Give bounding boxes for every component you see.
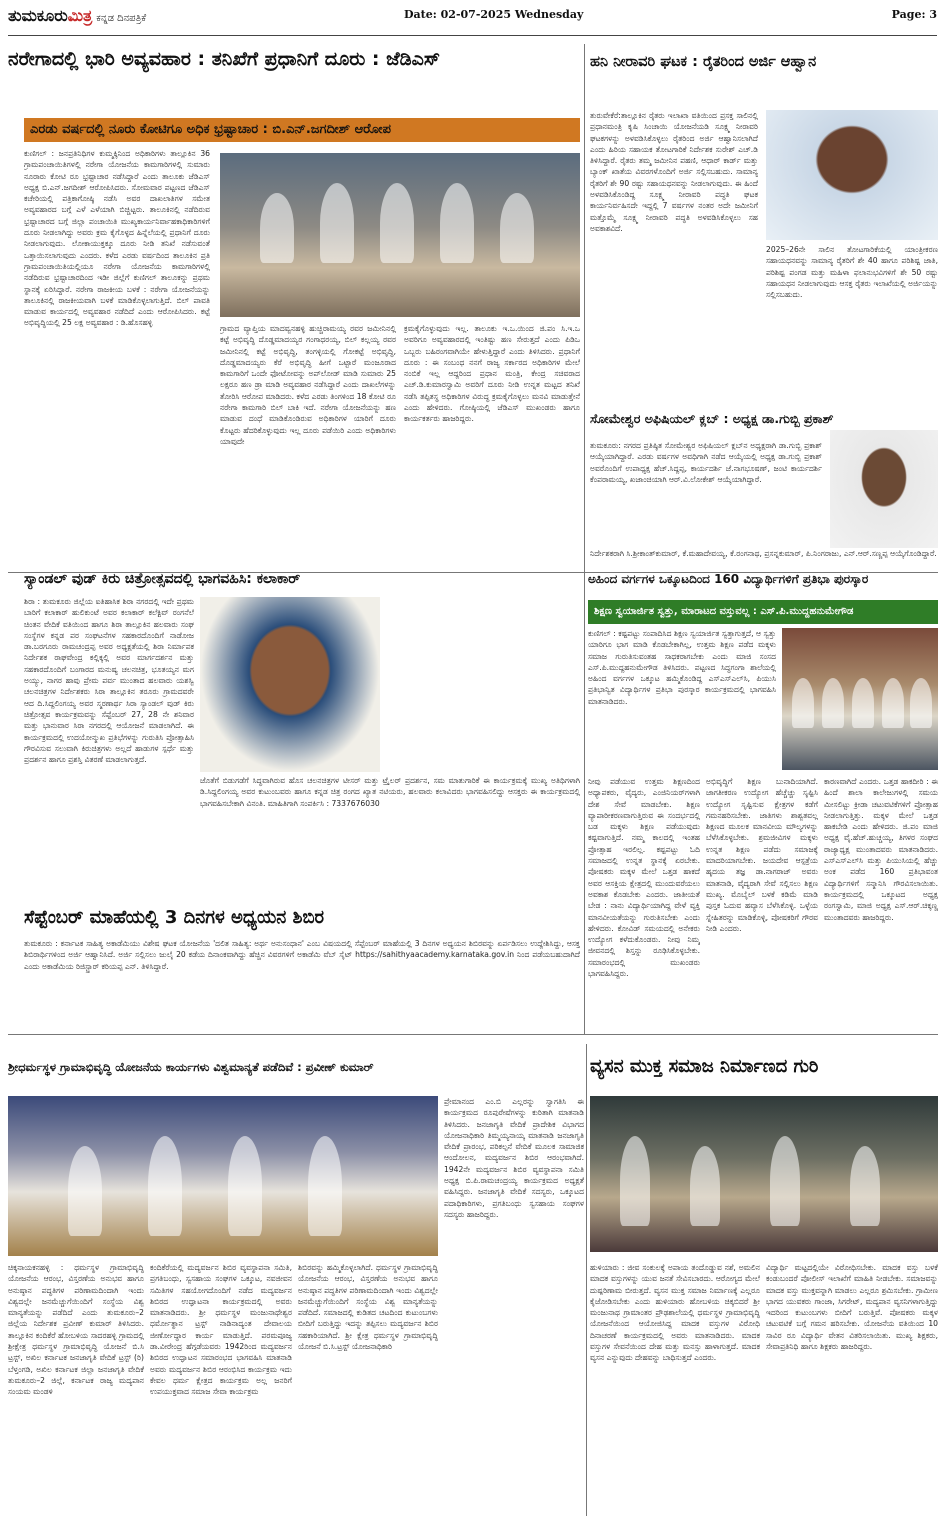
article-6-col-top: ಕುಣಿಗಲ್ : ಕಷ್ಟಪಟ್ಟು ಸಂಪಾದಿಸಿದ ಶಿಕ್ಷಣ ಸ್ವಯಾರ್ಜಿತ ಸ್ವತ್ತಾಗುತ್ತದೆ, ಆ ಸ್ವತ್ತು ಯಾರಿಗೂ ಭಾಗ ಮಾಡಿ ಕೊಡಬೇಕಾಗಿಲ್ಲ, ಉತ್ತಮ ಶಿಕ್ಷಣ ಪಡೆದ ಮಕ್ಕಳು ಸಮಾಜ ಗುರುತಿಸುವಂತಹ ಸಾಧಕರಾಗಬೇಕು ಎಂದು ಮಾಜಿ ಸಂಸದ ಎಸ್.ಪಿ.ಮುದ್ದಹನುಮೇಗೌಡ ತಿಳಿಸಿದರು. ಪಟ್ಟಣದ ಸಿದ್ಧಗಂಗಾ ಶಾಲೆಯಲ್ಲಿ ಅಹಿಂದ ವರ್ಗಗಳ ಒಕ್ಕೂಟ ಹಮ್ಮಿಕೊಂಡಿದ್ದ ಎಸ್ಎಸ್ಎಲ್‌ಸಿ, ಪಿಯುಸಿ ಪ್ರತಿಭಾನ್ವಿತ ವಿದ್ಯಾರ್ಥಿಗಳ ಪ್ರತಿಭಾ ಪುರಸ್ಕಾರ ಕಾರ್ಯಕ್ರಮದಲ್ಲಿ ಭಾಗವಹಿಸಿ ಮಾತನಾಡಿದರು. xyxy=(588,629,776,706)
article-7-col-2: ಕಂದಿಕೆರೆಯಲ್ಲಿ ಮದ್ಯವರ್ಜನ ಶಿಬಿರ ವ್ಯವಸ್ಥಾಪನಾ ಸಮಿತಿ, ಪ್ರಗತಿಬಂಧು, ಸ್ವಸಹಾಯ ಸಂಘಗಳ ಒಕ್ಕೂಟ, ನವಜೀವನ ಸಮಿತಿಗಳ ಸಹಯೋಗದೊಂದಿಗೆ ನಡೆದ ಮದ್ಯವರ್ಜನ ಶಿಬಿರದ ಉದ್ಘಾಟನಾ ಕಾರ್ಯಕ್ರಮದಲ್ಲಿ ಅವರು ಮಾತನಾಡಿದರು. ಶ್ರೀ ಧರ್ಮಸ್ಥಳ ಮಂಜುನಾಥೇಶ್ವರ ಧರ್ಮೋತ್ಥಾನ ಟ್ರಸ್ಟ್ ನಾಡಿನಾದ್ಯಂತ ದೇವಾಲಯ ಜೀರ್ಣೋದ್ಧಾರ ಕಾರ್ಯ ಮಾಡುತ್ತಿದೆ. ಪರಮಪೂಜ್ಯ ಡಾ.ವೀರೇಂದ್ರ ಹೆಗ್ಗಡೆಯವರು 1942ರಿಂದ ಮದ್ಯವರ್ಜನ ಶಿಬಿರದ ಉದ್ಘಾಟನ ಸಮಾರಂಭದ ಭಾಗವಹಿಸಿ ಮಾತನಾಡಿ ಅವರು ಮದ್ಯವರ್ಜನ ಶಿಬಿರ ಆರಂಭಿಸಿದ ಕಾರ್ಯಕ್ರಮ ಇದು ಕೇವಲ ಧರ್ಮ ಕ್ಷೇತ್ರದ ಕಾರ್ಯಕ್ರಮ ಅಲ್ಲ ಜನರಿಗೆ ಉಪಯುಕ್ತವಾದ ಸಮಾಜ ಸೇವಾ ಕಾರ್ಯಕ್ರಮ xyxy=(150,1263,292,1397)
article-6-col-1: ನೀವು ಪಡೆಯುವ ಉತ್ತಮ ಶಿಕ್ಷಣದಿಂದ ಅಧ್ಯಾಪಕರು, ವೈದ್ಯರು, ಎಂಜಿನಿಯರ್‌ಗಳಾಗಿ ದೇಶ ಸೇವೆ ಮಾಡಬೇಕು. ಶಿಕ್ಷಣ ವ್ಯಾಪಾರೀಕರಣವಾಗುತ್ತಿರುವ ಈ ಸಂದರ್ಭದಲ್ಲಿ ಬಡ ಮಕ್ಕಳು ಶಿಕ್ಷಣ ಪಡೆಯುವುದು ಕಷ್ಟವಾಗುತ್ತಿದೆ. ನಮ್ಮ ಕಾಲದಲ್ಲಿ ಇಂತಹ ಪ್ರೋತ್ಸಾಹ ಇರಲಿಲ್ಲ. ಕಷ್ಟಪಟ್ಟು ಓದಿ ಸಮಾಜದಲ್ಲಿ ಉನ್ನತ ಸ್ಥಾನಕ್ಕೆ ಏರಬೇಕು. ಪೋಷಕರು ಮಕ್ಕಳ ಮೇಲೆ ಒತ್ತಡ ಹಾಕದೆ ಅವರ ಆಸಕ್ತಿಯ ಕ್ಷೇತ್ರದಲ್ಲಿ ಮುಂದುವರೆಯಲು ಅವಕಾಶ ಕೊಡಬೇಕು ಎಂದರು. ಜಾತೀಯತೆ ಬೇಡ : ನಾನು ವಿದ್ಯಾರ್ಥಿಯಾಗಿದ್ದ ವೇಳೆ ವ್ಯಕ್ತಿ ಮಾನವೀಯತೆಯನ್ನು ಗುರುತಿಸಬೇಕು ಎಂದು ಹೇಳಿದರು. ಕೋವಿಡ್ ಸಮಯದಲ್ಲಿ ಅನೇಕರು ಉದ್ಯೋಗ ಕಳೆದುಕೊಂಡರು. ನೀವು ನಿಮ್ಮ ಜೀವನದಲ್ಲಿ ಶಿಸ್ತನ್ನು ರೂಢಿಸಿಕೊಳ್ಳಬೇಕು. ಸಮಾರಂಭದಲ್ಲಿ ಮುಖಂಡರು ಭಾಗವಹಿಸಿದ್ದರು. xyxy=(588,777,700,979)
article-1-col-3: ಕ್ರಮಕೈಗೊಳ್ಳುವುದು ಇಲ್ಲ. ತಾಲೂಕು ಇ.ಒ.ಯಿಂದ ಜಿ.ಪಂ ಸಿ.ಇ.ಒ ಅವರಿಗೂ ಅವ್ಯವಹಾರದಲ್ಲಿ ಇಂತಿಷ್ಟು ಹಣ ಸೇರುತ್ತದೆ ಎಂದು ಪಿಡಿಒ ಒಬ್ಬರು ಬಹಿರಂಗವಾಗಿಯೇ ಹೇಳುತ್ತಿದ್ದಾರೆ ಎಂದು ತಿಳಿಸಿದರು. ಪ್ರಧಾನಿಗೆ ದೂರು : ಈ ಸಂಬಂಧ ನನಗೆ ರಾಜ್ಯ ಸರ್ಕಾರದ ಅಧಿಕಾರಿಗಳ ಮೇಲೆ ನಂಬಿಕೆ ಇಲ್ಲ ಆದ್ದರಿಂದ ಪ್ರಧಾನ ಮಂತ್ರಿ, ಕೇಂದ್ರ ಸಚಿವರಾದ ಎಚ್.ಡಿ.ಕುಮಾರಸ್ವಾಮಿ ಅವರಿಗೆ ದೂರು ನೀಡಿ ಉನ್ನತ ಮಟ್ಟದ ತನಿಖೆ ನಡೆಸಿ ತಪ್ಪಿತಸ್ಥ ಅಧಿಕಾರಿಗಳ ವಿರುದ್ಧ ಕ್ರಮಕೈಗೊಳ್ಳಲು ಮನವಿ ಮಾಡುತ್ತೇನೆ ಎಂದು ಹೇಳಿದರು. ಗೋಷ್ಠಿಯಲ್ಲಿ ಜೆಡಿಎಸ್ ಮುಖಂಡರು ಹಾಗೂ ಕಾರ್ಯಕರ್ತರು ಹಾಜರಿದ್ದರು. xyxy=(404,324,580,424)
article-1-col-1: ಕುಣಿಗಲ್ : ಜನಪ್ರತಿನಿಧಿಗಳ ಕುಮ್ಮಕ್ಕಿನಿಂದ ಅಧಿಕಾರಿಗಳು ತಾಲ್ಲೂಕಿನ 36 ಗ್ರಾಮಪಂಚಾಯಿತಿಗಳಲ್ಲಿ ನರೇಗಾ ಯೋಜನೆಯ ಕಾಮಗಾರಿಗಳಲ್ಲಿ ಸುಮಾರು ನೂರಾರು ಕೋಟಿ ರೂ ಭ್ರಷ್ಟಾಚಾರ ನಡೆಸಿದ್ದಾರೆ ಎಂದು ತಾಲೂಕು ಜೆಡಿಎಸ್ ಅಧ್ಯಕ್ಷ ಬಿ.ಎನ್.ಜಗದೀಶ್ ಆರೋಪಿಸಿದರು. ಸೋಮವಾರ ಪಟ್ಟಣದ ಜೆಡಿಎಸ್ ಕಚೇರಿಯಲ್ಲಿ ಪತ್ರಿಕಾಗೋಷ್ಠಿ ನಡೆಸಿ ಅವರ ದಾಖಲಾತಿಗಳ ಸಮೇತ ಅವ್ಯವಹಾರದ ಬಗ್ಗೆ ಎಳೆ ಎಳೆಯಾಗಿ ಬಿಚ್ಚಿಟ್ಟರು. ತಾಲೂಕಿನಲ್ಲಿ ನಡೆದಿರುವ ಭ್ರಷ್ಟಾಚಾರದ ಬಗ್ಗೆ ಜಿಲ್ಲಾ ಪಂಚಾಯಿತಿ ಮುಖ್ಯಕಾರ್ಯನಿರ್ವಾಹಕಾಧಿಕಾರಿಗಳಿಗೆ ದೂರು ನೀಡಲಾಗಿದ್ದು ಅವರು ಕ್ರಮ ಕೈಗೊಳ್ಳದ ಹಿನ್ನೆಲೆಯಲ್ಲಿ ಪ್ರಧಾನಿಗೆ ದೂರು ನೀಡಲಾಗುವುದು. ಲೋಕಾಯುಕ್ತಕ್ಕೂ ದೂರು ನೀಡಿ ತನಿಖೆ ನಡೆಸುವಂತೆ ಒತ್ತಾಯಿಸಲಾಗುವುದು ಎಂದರು. ಕಳೆದ ಎರಡು ವರ್ಷದಿಂದ ತಾಲೂಕಿನ ಪ್ರತಿ ಗ್ರಾಮಪಂಚಾಯಿತಿಯಲ್ಲಿಯೂ ನರೇಗಾ ಯೋಜನೆಯ ಕಾಮಗಾರಿಗಳಲ್ಲಿ ನಡೆದಿರುವ ಭ್ರಷ್ಟಾಚಾರದಿಂದ ಇಡೀ ಜಿಲ್ಲೆಗೆ ಕುಣಿಗಲ್ ತಾಲೂಕನ್ನು ಪ್ರಥಮ ಸ್ಥಾನಕ್ಕೆ ಏರಿಸಿದ್ದಾರೆ. ನರೇಗಾ ರಾಜಕೀಯ ಬಳಕೆ : ನರೇಗಾ ಯೋಜನೆಯನ್ನು ತಾಲೂಕಿನಲ್ಲಿ ರಾಜಕೀಯವಾಗಿ ಬಳಕೆ ಮಾಡಿಕೊಳ್ಳಲಾಗುತ್ತಿದೆ. ಬಿಲ್ ಪಾವತಿ ಮಾಡುವ ಕಾರ್ಯದಲ್ಲಿ ಅವ್ಯವಹಾರ ನಡೆದಿದೆ ಎಂದು ಆರೋಪಿಸಿದರು. ಕಟ್ಟೆ ಅಭಿವೃದ್ಧಿಯಲ್ಲಿ 25 ಲಕ್ಷ ಅವ್ಯವಹಾರ : ಡಿ.ಹೊಸಹಳ್ಳಿ xyxy=(24,149,210,328)
article-3-portrait xyxy=(830,430,938,548)
logo-left-text: ತುಮಕೂರು xyxy=(8,6,68,25)
article-3-body-wide: ನಿರ್ದೇಶಕರಾಗಿ ಸಿ.ಶ್ರೀಕಾಂತ್‌ಕುಮಾರ್, ಕೆ.ಮಹಾದೇವಯ್ಯ, ಕೆ.ರಂಗನಾಥ, ಪ್ರಸನ್ನಕುಮಾರ್, ಪಿ.ನಿಂಗರಾಜು, ಎನ್.ಆರ್.ಸಣ್ಣಪ್ಪ ಆಯ್ಕೆಗೊಂಡಿದ್ದಾರೆ. xyxy=(590,549,937,558)
article-8-headline: ವ್ಯಸನ ಮುಕ್ತ ಸಮಾಜ ನಿರ್ಮಾಣದ ಗುರಿ xyxy=(590,1056,819,1077)
article-4-body-left: ಶಿರಾ : ತುಮಕೂರು ಜಿಲ್ಲೆಯ ಐತಿಹಾಸಿಕ ಶಿರಾ ನಗರದಲ್ಲಿ ಇದೇ ಪ್ರಥಮ ಬಾರಿಗೆ ಕಲಾಕಾರ್ ಹುಲಿಕುಂಟೆ ಅವರ ಕಲಾಕಾರ್ ಕಲೆಕ್ಟಿವ್ ರಂಗನೆಲೆ ಚಿಂತನ ವೇದಿಕೆ ವತಿಯಿಂದ ಹಾಗೂ ಶಿರಾ ತಾಲ್ಲೂಕಿನ ಹಲವಾರು ಸಂಘ ಸಂಸ್ಥೆಗಳ ಕನ್ನಡ ಪರ ಸಂಘಟನೆಗಳ ಸಹಕಾರದೊಂದಿಗೆ ನಾಡೋಜ ಡಾ.ಬರಗೂರು ರಾಮಚಂದ್ರಪ್ಪ ಅವರ ಅಧ್ಯಕ್ಷತೆಯಲ್ಲಿ ಶಿರಾ ನಿರ್ಮಾಪಕ ನಿರ್ದೇಶಕ ರಾಘವೇಂದ್ರ ಕಲ್ಲಿಕ್ಕಲ್ಲಿ ಅವರ ಮಾರ್ಗದರ್ಶನ ಮತ್ತು ಸಹಕಾರದೊಂದಿಗೆ ಬಂಗಾರದ ಮನುಷ್ಯ ಚಲನಚಿತ್ರ, ಭೂತಯ್ಯನ ಮಗ ಅಯ್ಯು, ನಾಗರ ಹಾವು ಪ್ರೇಮ ಪರ್ವ ಮುಂತಾದ ಹಲವಾರು ಯಶಸ್ವಿ ಚಲನಚಿತ್ರಗಳ ನಿರ್ದೇಶಕರು ಸಿರಾ ತಾಲ್ಲೂಕಿನ ತರೂರು ಗ್ರಾಮದವರೇ ಆದ ದಿ.ಸಿದ್ದಲಿಂಗಯ್ಯ ಅವರ ಸ್ಮರಣಾರ್ಥ ಸಿರಾ ಸ್ಯಾಂಡಲ್ ವುಡ್ ಕಿರು ಚಿತ್ರೋತ್ಸವ ಕಾರ್ಯಕ್ರಮವನ್ನು ಸೆಪ್ಟೆಂಬರ್ 27, 28 ನೇ ಶನಿವಾರ ಮತ್ತು ಭಾನುವಾರ ಸಿರಾ ನಗರದಲ್ಲಿ ಆಯೋಜನೆ ಮಾಡಲಾಗಿದೆ. ಈ ಕಾರ್ಯಕ್ರಮದಲ್ಲಿ ಉದಯೋನ್ಮುಖ ಪ್ರತಿಭೆಗಳನ್ನು ಗುರುತಿಸಿ ಪ್ರೋತ್ಸಾಹಿಸಿ ಗೌರವಿಸುವ ಸಲುವಾಗಿ ಕಿರುಚಿತ್ರಗಳು ಅಲ್ಲದೆ ಹಾಡುಗಳ ಸ್ಪರ್ಧೆ ಮತ್ತು ಪ್ರದರ್ಶನ ಹಾಗೂ ಪ್ರಶಸ್ತಿ ವಿತರಣೆ ಮಾಡಲಾಗುತ್ತದೆ. xyxy=(24,597,194,765)
article-8-photo xyxy=(590,1096,938,1252)
article-4-headline: ಸ್ಯಾಂಡಲ್ ವುಡ್ ಕಿರು ಚಿತ್ರೋತ್ಸವದಲ್ಲಿ ಭಾಗವಹಿಸಿ: ಕಲಾಕಾರ್ xyxy=(24,571,301,587)
article-2-body-left: ತುರುವೇಕೆರೆ:ತಾಲ್ಲೂಕಿನ ರೈತರು ಇಲಾಖಾ ವತಿಯಿಂದ ಪ್ರಸಕ್ತ ಸಾಲಿನಲ್ಲಿ ಪ್ರಧಾನಮಂತ್ರಿ ಕೃಷಿ ಸಿಂಚಾಯಿ ಯೋಜನೆಯಡಿ ಸೂಕ್ಷ್ಮ ನೀರಾವರಿ ಘಟಕಗಳನ್ನು ಅಳವಡಿಸಿಕೊಳ್ಳಲು ರೈತರಿಂದ ಅರ್ಜಿ ಆಹ್ವಾನಿಸಲಾಗಿದೆ ಎಂದು ಹಿರಿಯ ಸಹಾಯಕ ತೋಟಗಾರಿಕೆ ನಿರ್ದೇಶಕ ಸುರೇಶ್ ಎಚ್.ಡಿ ತಿಳಿಸಿದ್ದಾರೆ. ರೈತರು ತಮ್ಮ ಜಮೀನಿನ ಪಹಣಿ, ಆಧಾರ್ ಕಾರ್ಡ್ ಮತ್ತು ಬ್ಯಾಂಕ್ ಖಾತೆಯ ವಿವರಗಳೊಂದಿಗೆ ಅರ್ಜಿ ಸಲ್ಲಿಸಬಹುದು. ಸಾಮಾನ್ಯ ರೈತರಿಗೆ ಶೇ 90 ರಷ್ಟು ಸಹಾಯಧನವನ್ನು ನೀಡಲಾಗುವುದು. ಈ ಹಿಂದೆ ಅಳವಡಿಸಿಕೊಂಡಿದ್ದ ಸೂಕ್ಷ್ಮ ನೀರಾವರಿ ಪದ್ಧತಿ ಘಟಕ ಕಾರ್ಯನಿರ್ವಹಿಸದೇ ಇದ್ದಲ್ಲಿ 7 ವರ್ಷಗಳ ನಂತರ ಅದೇ ಜಮೀನಿಗೆ ಮತ್ತೊಮ್ಮೆ ಸೂಕ್ಷ್ಮ ನೀರಾವರಿ ಪದ್ಧತಿ ಅಳವಡಿಸಿಕೊಳ್ಳಲು ಸಹ ಅವಕಾಶವಿದೆ. xyxy=(590,111,758,233)
article-3-body-left: ತುಮಕೂರು: ನಗರದ ಪ್ರತಿಷ್ಠಿತ ಸೋಮೇಶ್ವರ ಅಫಿಷಿಯಲ್ ಕ್ಲಬ್‌ನ ಅಧ್ಯಕ್ಷರಾಗಿ ಡಾ.ಗುಬ್ಬಿ ಪ್ರಕಾಶ್ ಆಯ್ಕೆಯಾಗಿದ್ದಾರೆ. ಎರಡು ವರ್ಷಗಳ ಅವಧಿಗಾಗಿ ನಡೆದ ಆಯ್ಕೆಯಲ್ಲಿ ಅಧ್ಯಕ್ಷ ಡಾ.ಗುಬ್ಬಿ ಪ್ರಕಾಶ್ ಅವರೊಂದಿಗೆ ಉಪಾಧ್ಯಕ್ಷ ಹೆಚ್.ಸಿದ್ದಪ್ಪ, ಕಾರ್ಯದರ್ಶಿ ಜೆ.ನಾಗಭೂಷಣ್, ಜಂಟಿ ಕಾರ್ಯದರ್ಶಿ ಕೆಂಪರಾಮಯ್ಯ, ಖಜಾಂಚಿಯಾಗಿ ಆರ್.ವಿ.ಲೋಕೇಶ್ ಆಯ್ಕೆಯಾಗಿದ್ದಾರೆ. xyxy=(590,441,822,484)
logo-subtitle: ಕನ್ನಡ ದಿನಪತ್ರಿಕೆ xyxy=(96,13,147,24)
article-7-col-4: ಪ್ರೇಮಾನಂದ ಎಂ.ಬಿ ಎಲ್ಲರನ್ನು ಸ್ವಾಗತಿಸಿ ಈ ಕಾರ್ಯಕ್ರಮದ ರೂಪುರೇಷೆಗಳನ್ನು ಕುರಿತಾಗಿ ಮಾತನಾಡಿ ತಿಳಿಸಿದರು. ಜನಜಾಗೃತಿ ವೇದಿಕೆ ಪ್ರಾದೇಶಿಕ ವಿಭಾಗದ ಯೋಜನಾಧಿಕಾರಿ ತಿಮ್ಮಯ್ಯನಾಯ್ಕ ಮಾತನಾಡಿ ಜನಜಾಗೃತಿ ವೇದಿಕೆ ಪ್ರಾರಂಭ, ಪರಿಕಲ್ಪನೆ ವೇದಿಕೆ ಮೂಲಕ ಸಾಮಾಜಿಕ ಆಂದೋಲನ, ಮದ್ಯವರ್ಜನ ಶಿಬಿರ ಆರಂಭವಾಗಿದೆ. 1942ನೇ ಮದ್ಯವರ್ಜನ ಶಿಬಿರ ವ್ಯವಸ್ಥಾಪನಾ ಸಮಿತಿ ಅಧ್ಯಕ್ಷ ಬಿ.ಪಿ.ರಾಮಚಂದ್ರಯ್ಯ ಕಾರ್ಯಕ್ರಮದ ಅಧ್ಯಕ್ಷತೆ ವಹಿಸಿದ್ದರು. ಜನಜಾಗೃತಿ ವೇದಿಕೆ ಸದಸ್ಯರು, ಒಕ್ಕೂಟದ ಪದಾಧಿಕಾರಿಗಳು, ಪ್ರಗತಿಬಂಧು ಸ್ವಸಹಾಯ ಸಂಘಗಳ ಸದಸ್ಯರು ಹಾಜರಿದ್ದರು. xyxy=(444,1097,584,1219)
article-1-headline: ನರೇಗಾದಲ್ಲಿ ಭಾರಿ ಅವ್ಯವಹಾರ : ತನಿಖೆಗೆ ಪ್ರಧಾನಿಗೆ ದೂರು : ಜೆಡಿಎಸ್ xyxy=(8,48,441,70)
article-5-headline: ಸೆಪ್ಟೆಂಬರ್ ಮಾಹೆಯಲ್ಲಿ 3 ದಿನಗಳ ಅಧ್ಯಯನ ಶಿಬಿರ xyxy=(24,907,325,928)
article-7-col-3: ಶಿಬಿರವನ್ನು ಹಮ್ಮಿಕೊಳ್ಳಲಾಗಿದೆ. ಧರ್ಮಸ್ಥಳ ಗ್ರಾಮಾಭಿವೃದ್ಧಿ ಯೋಜನೆಯ ಆರಂಭ, ವಿಸ್ತರಣೆಯ ಅನುಭವ ಹಾಗೂ ಅನುಷ್ಠಾನ ಪದ್ಧತಿಗಳ ಪರಿಣಾಮದಿಂದಾಗಿ ಇಂದು ವಿಶ್ವದಲ್ಲೇ ಜನಮೆಚ್ಚುಗೆಯಿಂದಿಗೆ ಸಂಸ್ಥೆಯ ವಿಶ್ವ ಮಾನ್ಯತೆಯನ್ನು ಪಡೆದಿದೆ. ಸಮಾಜದಲ್ಲಿ ಕುಡಿತದ ಚಟದಿಂದ ಕುಟುಂಬಗಳು ಬೀದಿಗೆ ಬರುತ್ತಿದ್ದು ಇದನ್ನು ತಪ್ಪಿಸಲು ಮದ್ಯವರ್ಜನ ಶಿಬಿರ ಸಹಕಾರಿಯಾಗಿದೆ. ಶ್ರೀ ಕ್ಷೇತ್ರ ಧರ್ಮಸ್ಥಳ ಗ್ರಾಮಾಭಿವೃದ್ಧಿ ಯೋಜನೆ ಬಿ.ಸಿ.ಟ್ರಸ್ಟ್ ಯೋಜನಾಧಿಕಾರಿ xyxy=(298,1263,438,1352)
article-2-portrait xyxy=(766,110,938,240)
newspaper-logo xyxy=(8,6,146,26)
logo-right-text: ಮಿತ್ರ xyxy=(67,6,93,25)
article-1-photo xyxy=(220,153,580,317)
article-2-headline: ಹನಿ ನೀರಾವರಿ ಘಟಕ : ರೈತರಿಂದ ಅರ್ಜಿ ಆಹ್ವಾನ xyxy=(590,54,817,70)
page-number: Page: 3 xyxy=(891,8,937,21)
article-6-col-2: ಅಭಿವೃದ್ಧಿಗೆ ಶಿಕ್ಷಣ ಬುನಾದಿಯಾಗಿದೆ. ಜಾಗತೀಕರಣ ಉದ್ಯೋಗ ಹೆಚ್ಚೆಚ್ಚು ಸೃಷ್ಟಿಸಿ ಉದ್ಯೋಗ ಸೃಷ್ಟಿಸುವ ಕ್ಷೇತ್ರಗಳ ಕಡೆಗೆ ಗಮನಹರಿಸಬೇಕು. ಜಾತಿಗಳು ಶಾಶ್ವತವಲ್ಲ ಶಿಕ್ಷಣದ ಮೂಲಕ ಮಾನವೀಯ ಮೌಲ್ಯಗಳನ್ನು ಬೆಳೆಸಿಕೊಳ್ಳಬೇಕು. ಶ್ರಮಜೀವಿಗಳ ಮಕ್ಕಳು ಉನ್ನತ ಶಿಕ್ಷಣ ಪಡೆದು ಸಮಾಜಕ್ಕೆ ಮಾದರಿಯಾಗಬೇಕು. ಜಯದೇವ ಆಸ್ಪತ್ರೆಯ ಹೃದಯ ತಜ್ಞ ಡಾ.ನಾಗರಾಜ್ ಅವರು ಮಾತನಾಡಿ, ವೈದ್ಯರಾಗಿ ಸೇವೆ ಸಲ್ಲಿಸಲು ಶಿಕ್ಷಣ ಮುಖ್ಯ. ಮೊಬೈಲ್ ಬಳಕೆ ಕಡಿಮೆ ಮಾಡಿ ಪುಸ್ತಕ ಓದುವ ಹವ್ಯಾಸ ಬೆಳೆಸಿಕೊಳ್ಳಿ. ಒಳ್ಳೆಯ ಸ್ನೇಹಿತರನ್ನು ಮಾಡಿಕೊಳ್ಳಿ, ಪೋಷಕರಿಗೆ ಗೌರವ ನೀಡಿ ಎಂದರು. xyxy=(706,777,818,933)
masthead xyxy=(8,4,937,36)
article-8-col-1: ಹುಳಿಯಾರು : ಜೀವ ಸಂಕುಲಕ್ಕೆ ಅಪಾಯ ತಂದೊಡ್ಡುವ ನಶೆ, ಅಮಲಿನ ಮಾದಕ ವಸ್ತುಗಳನ್ನು ಯುವ ಜನತೆ ಸೇವಿಸಬಾರದು. ಆರೋಗ್ಯದ ಮೇಲೆ ದುಷ್ಪರಿಣಾಮ ಬೀರುತ್ತದೆ. ವ್ಯಸನ ಮುಕ್ತ ಸಮಾಜ ನಿರ್ಮಾಣಕ್ಕೆ ಎಲ್ಲರೂ ಕೈಜೋಡಿಸಬೇಕು ಎಂದು ಹುಳಿಯಾರು ಹೋಬಳಿಯ ಚಿಕ್ಕಬಿದರೆ ಶ್ರೀ ಮಂಜುನಾಥ ಗ್ರಾಮಾಂತರ ಪ್ರೌಢಶಾಲೆಯಲ್ಲಿ ಧರ್ಮಸ್ಥಳ ಗ್ರಾಮಾಭಿವೃದ್ಧಿ ಯೋಜನೆಯಿಂದ ಆಯೋಜಿಸಿದ್ದ ಮಾದಕ ವಸ್ತುಗಳ ವಿರೋಧಿ ದಿನಾಚರಣೆ ಕಾರ್ಯಕ್ರಮದಲ್ಲಿ ಅವರು ಮಾತನಾಡಿದರು. ಮಾದಕ ವಸ್ತುಗಳ ಸೇವನೆಯಿಂದ ದೇಹ ಮತ್ತು ಮನಸ್ಸು ಹಾಳಾಗುತ್ತದೆ. ಮಾದಕ ವ್ಯಸನ ಎನ್ನುವುದು ದೇಹವನ್ನು ಬಾಧಿಸುತ್ತದೆ ಎಂದರು. xyxy=(590,1263,760,1363)
article-7-photo xyxy=(8,1096,438,1256)
article-3-headline: ಸೋಮೇಶ್ವರ ಅಫಿಷಿಯಲ್ ಕ್ಲಬ್ : ಅಧ್ಯಕ್ಷ ಡಾ.ಗುಬ್ಬಿ ಪ್ರಕಾಶ್ xyxy=(590,411,834,426)
article-4-body-wide: ಜೊತೆಗೆ ಬಿಡುಗಡೆಗೆ ಸಿದ್ಧವಾಗಿರುವ ಹೊಸ ಚಲನಚಿತ್ರಗಳ ಟೀಸರ್ ಮತ್ತು ಟ್ರೈಲರ್ ಪ್ರದರ್ಶನ, ಸಮ ಮಾತುಗಾರಿಕೆ ಈ ಕಾರ್ಯಕ್ರಮಕ್ಕೆ ಮುಖ್ಯ ಅತಿಥಿಗಳಾಗಿ ಡಿ.ಸಿದ್ದಲಿಂಗಯ್ಯ ಅವರ ಕುಟುಂಬವರು ಹಾಗೂ ಕನ್ನಡ ಚಿತ್ರ ರಂಗದ ಖ್ಯಾತ ನಟಿಯರು, ಹಲವಾರು ಕಲಾವಿದರು ಭಾಗವಹಿಸಲಿದ್ದು ಆಸಕ್ತರು ಈ ಕಾರ್ಯಕ್ರಮದಲ್ಲಿ ಭಾಗವಹಿಸಬೇಕಾಗಿ ವಿನಂತಿ. ಮಾಹಿತಿಗಾಗಿ ಸಂಪರ್ಕಿಸಿ : 7337676030 xyxy=(200,776,580,808)
article-6-headline: ಅಹಿಂದ ವರ್ಗಗಳ ಒಕ್ಕೂಟದಿಂದ 160 ವಿದ್ಯಾರ್ಥಿಗಳಿಗೆ ಪ್ರತಿಭಾ ಪುರಸ್ಕಾರ xyxy=(588,572,869,586)
article-2-body-wide: 2025–26ನೇ ಸಾಲಿನ ತೋಟಗಾರಿಕೆಯಲ್ಲಿ ಯಾಂತ್ರೀಕರಣ ಸಹಾಯಧನವನ್ನು ಸಾಮಾನ್ಯ ರೈತರಿಗೆ ಶೇ 40 ಹಾಗೂ ಪರಿಶಿಷ್ಟ ಜಾತಿ, ಪರಿಶಿಷ್ಟ ಪಂಗಡ ಮತ್ತು ಮಹಿಳಾ ಫಲಾನುಭವಿಗಳಿಗೆ ಶೇ 50 ರಷ್ಟು ಸಹಾಯಧನ ನೀಡಲಾಗುವುದು ಆಸಕ್ತ ರೈತರು ಇಲಾಖೆಯಲ್ಲಿ ಅರ್ಜಿಯನ್ನು ಸಲ್ಲಿಸಬಹುದು. xyxy=(766,245,938,300)
article-6-col-3: ಕಾರಣವಾಗಿದೆ ಎಂದರು. ಒತ್ತಡ ಹಾಕದೀರಿ : ಈ ಹಿಂದೆ ಶಾಲಾ ಕಾಲೇಜುಗಳಲ್ಲಿ ಸಮಯ ಮೀಸಲಿಟ್ಟು ಕ್ರೀಡಾ ಚಟುವಟಿಕೆಗಳಿಗೆ ಪ್ರೋತ್ಸಾಹ ನೀಡಲಾಗುತ್ತಿತ್ತು. ಮಕ್ಕಳ ಮೇಲೆ ಒತ್ತಡ ಹಾಕಬೇಡಿ ಎಂದು ಹೇಳಿದರು. ಜಿ.ಪಂ ಮಾಜಿ ಅಧ್ಯಕ್ಷ ವೈ.ಹೆಚ್.ಹುಚ್ಚಯ್ಯ, ತಿಗಳರ ಸಂಘದ ರಾಜ್ಯಾಧ್ಯಕ್ಷ ಮುಂತಾದವರು ಮಾತನಾಡಿದರು. ಎಸ್‌ಎಸ್‌ಎಲ್‌ಸಿ ಮತ್ತು ಪಿಯುಸಿಯಲ್ಲಿ ಹೆಚ್ಚು ಅಂಕ ಪಡೆದ 160 ಪ್ರತಿಭಾವಂತ ವಿದ್ಯಾರ್ಥಿಗಳಿಗೆ ಸನ್ಮಾನಿಸಿ ಗೌರವಿಸಲಾಯಿತು. ಕಾರ್ಯಕ್ರಮದಲ್ಲಿ ಒಕ್ಕೂಟದ ಅಧ್ಯಕ್ಷ ರಂಗಸ್ವಾಮಿ, ಮಾಜಿ ಅಧ್ಯಕ್ಷ ಎಸ್.ಆರ್.ಚಿಕ್ಕಣ್ಣ ಮುಂತಾದವರು ಹಾಜರಿದ್ದರು. xyxy=(824,777,938,922)
article-5-body: ತುಮಕೂರು : ಕರ್ನಾಟಕ ಸಾಹಿತ್ಯ ಅಕಾಡೆಮಿಯು ವಿಶೇಷ ಘಟಕ ಯೋಜನೆಯ 'ದಲಿತ ಸಾಹಿತ್ಯ: ಅರ್ಥ ಅನುಸಂಧಾನ' ಎಂಬ ವಿಷಯದಲ್ಲಿ ಸೆಪ್ಟೆಂಬರ್ ಮಾಹೆಯಲ್ಲಿ 3 ದಿನಗಳ ಅಧ್ಯಯನ ಶಿಬಿರವನ್ನು ಏರ್ಪಡಿಸಲು ಉದ್ದೇಶಿಸಿದ್ದು, ಆಸಕ್ತ ಶಿಬಿರಾರ್ಥಿಗಳಿಂದ ಅರ್ಜಿ ಆಹ್ವಾನಿಸಿದೆ. ಅರ್ಜಿ ಸಲ್ಲಿಸಲು ಜುಲೈ 20 ಕಡೆಯ ದಿನಾಂಕವಾಗಿದ್ದು ಹೆಚ್ಚಿನ ವಿವರಗಳಿಗೆ ಅಕಾಡೆಮಿ ವೆಬ್ ಸೈಟ್ https://sahithyaacademy.karnataka.gov.in ನಿಂದ ಪಡೆಯಬಹುದಾಗಿದೆ ಎಂದು ಅಕಾಡೆಮಿಯ ರಿಜಿಸ್ಟ್ರಾರ್ ಕರಿಯಪ್ಪ ಎನ್. ತಿಳಿಸಿದ್ದಾರೆ. xyxy=(24,939,580,971)
article-7-col-1: ಚಿಕ್ಕನಾಯಕನಹಳ್ಳಿ : ಧರ್ಮಸ್ಥಳ ಗ್ರಾಮಾಭಿವೃದ್ಧಿ ಯೋಜನೆಯ ಆರಂಭ, ವಿಸ್ತರಣೆಯ ಅನುಭವ ಹಾಗೂ ಅನುಷ್ಠಾನ ಪದ್ಧತಿಗಳ ಪರಿಣಾಮದಿಂದಾಗಿ ಇಂದು ವಿಶ್ವದಲ್ಲೇ ಜನಮೆಚ್ಚುಗೆಯಿಂದಿಗೆ ಸಂಸ್ಥೆಯ ವಿಶ್ವ ಮಾನ್ಯತೆಯನ್ನು ಪಡೆದಿದೆ ಎಂದು ತುಮಕೂರು–2 ಜಿಲ್ಲೆಯ ನಿರ್ದೇಶಕ ಪ್ರವೀಣ್ ಕುಮಾರ್ ತಿಳಿಸಿದರು. ತಾಲ್ಲೂಕಿನ ಕಂದಿಕೆರೆ ಹೋಬಳಿಯ ಸಾದರಹಳ್ಳಿ ಗ್ರಾಮದಲ್ಲಿ ಶ್ರೀಕ್ಷೇತ್ರ ಧರ್ಮಸ್ಥಳ ಗ್ರಾಮಾಭಿವೃದ್ಧಿ ಯೋಜನೆ ಬಿ.ಸಿ ಟ್ರಸ್ಟ್, ಅಖಿಲ ಕರ್ನಾಟಕ ಜನಜಾಗೃತಿ ವೇದಿಕೆ ಟ್ರಸ್ಟ್ (ರಿ) ಬೆಳ್ತಂಗಡಿ, ಅಖಿಲ ಕರ್ನಾಟಕ ಜಿಲ್ಲಾ ಜನಜಾಗೃತಿ ವೇದಿಕೆ ತುಮಕೂರು–2 ಜಿಲ್ಲೆ, ಕರ್ನಾಟಕ ರಾಜ್ಯ ಮದ್ಯಪಾನ ಸಂಯಮ ಮಂಡಳಿ xyxy=(8,1263,144,1397)
article-1-subhead: ಎರಡು ವರ್ಷದಲ್ಲಿ ನೂರು ಕೋಟಿಗೂ ಅಧಿಕ ಭ್ರಷ್ಟಾಚಾರ : ಬಿ.ಎನ್.ಜಗದೀಶ್ ಆರೋಪ xyxy=(24,118,580,142)
article-6-photo xyxy=(782,628,938,770)
article-8-col-2: ವಿದ್ಯಾರ್ಥಿ ಮಟ್ಟದಲ್ಲಿಯೇ ವಿರೋಧಿಸಬೇಕು. ಮಾದಕ ವಸ್ತು ಬಳಕೆ ಕಂಡುಬಂದರೆ ಪೋಲೀಸ್ ಇಲಾಖೆಗೆ ಮಾಹಿತಿ ನೀಡಬೇಕು. ಸಮಾಜವನ್ನು ಮಾದಕ ವಸ್ತು ಮುಕ್ತವನ್ನಾಗಿ ಮಾಡಲು ಎಲ್ಲರೂ ಶ್ರಮಿಸಬೇಕು. ಗ್ರಾಮೀಣ ಭಾಗದ ಯುವಕರು ಗಾಂಜಾ, ಸಿಗರೇಟ್, ಮದ್ಯಪಾನ ವ್ಯಸನಿಗಳಾಗುತ್ತಿದ್ದು ಇದರಿಂದ ಕುಟುಂಬಗಳು ಬೀದಿಗೆ ಬರುತ್ತಿವೆ. ಪೋಷಕರು ಮಕ್ಕಳ ಚಟುವಟಿಕೆ ಬಗ್ಗೆ ಗಮನ ಹರಿಸಬೇಕು. ಯೋಜನೆಯ ವತಿಯಿಂದ 10 ಸಾವಿರ ರೂ ವಿದ್ಯಾರ್ಥಿ ವೇತನ ವಿತರಿಸಲಾಯಿತು. ಮುಖ್ಯ ಶಿಕ್ಷಕರು, ಸೇವಾಪ್ರತಿನಿಧಿ ಹಾಗೂ ಶಿಕ್ಷಕರು ಹಾಜರಿದ್ದರು. xyxy=(766,1263,938,1352)
article-1-col-2: ಗ್ರಾಮದ ವ್ಯಾಪ್ತಿಯ ಮಾದವ್ವನಹಳ್ಳಿ ಹುಚ್ಚಿರಾಮಯ್ಯ ರವರ ಜಮೀನಿನಲ್ಲಿ ಕಟ್ಟೆ ಅಭಿವೃದ್ಧಿ ದೊಡ್ಡಮಾದಯ್ಯರ ಗಂಗಾಧರಯ್ಯ, ಬಿಲ್ ಕಲ್ಲಯ್ಯ ರವರ ಜಮೀನಿನಲ್ಲಿ ಕಟ್ಟೆ ಅಭಿವೃದ್ಧಿ, ತಂಗಳ್ಳಿಯಲ್ಲಿ ಗೋಕಟ್ಟೆ ಅಭಿವೃದ್ಧಿ, ದೊಡ್ಡಮಾದಯ್ಯರು ಕೆರೆ ಅಭಿವೃದ್ಧಿ ಹೀಗೆ ಒಟ್ಟಾರೆ ಮಂಜೂರಾದ ಕಾಮಗಾರಿಗೆ ಒಂದೇ ಫೋಟೋವನ್ನು ಅಪ್‌ಲೋಡ್ ಮಾಡಿ ಸುಮಾರು 25 ಲಕ್ಷರೂ ಹಣ ಡ್ರಾ ಮಾಡಿ ಅವ್ಯವಹಾರ ನಡೆಸಿದ್ದಾರೆ ಎಂದು ದಾಖಲೆಗಳನ್ನು ತೋರಿಸಿ ಆರೋಪ ಮಾಡಿದರು. ಕಳೆದ ಎರಡು ತಿಂಗಳಿಂದ 18 ಕೋಟಿ ರೂ ನರೇಗಾ ಕಾಮಗಾರಿ ಬಿಲ್ ಬಾಕಿ ಇದೆ. ನರೇಗಾ ಯೋಜನೆಯನ್ನು ಹಣ ಮಾಡುವ ದಂಧೆ ಮಾಡಿಕೊಂಡಿರುವ ಅಧಿಕಾರಿಗಳ ಯಾರಿಗೆ ದೂರು ಕೊಟ್ಟರು ಹೆದರಿಕೊಳ್ಳುವುದು ಇಲ್ಲ ದೂರು ಪಡೆಯಿರಿ ಎಂದು ಅಧಿಕಾರಿಗಳು ಯಾವುದೇ xyxy=(220,324,396,446)
article-7-headline: ಶ್ರೀಧರ್ಮಸ್ಥಳ ಗ್ರಾಮಾಭಿವೃದ್ಧಿ ಯೋಜನೆಯ ಕಾರ್ಯಗಳು ವಿಶ್ವಮಾನ್ಯತೆ ಪಡೆದಿವೆ : ಪ್ರವೀಣ್ ಕುಮಾರ್ xyxy=(8,1060,374,1074)
dateline: Date: 02-07-2025 Wednesday xyxy=(404,8,584,21)
article-6-subhead: ಶಿಕ್ಷಣ ಸ್ವಯಾರ್ಜಿತ ಸ್ವತ್ತು, ಮಾರಾಟದ ವಸ್ತುವಲ್ಲ : ಎಸ್.ಪಿ.ಮುದ್ದಹನುಮೇಗೌಡ xyxy=(588,600,938,624)
article-4-portrait xyxy=(200,597,380,772)
